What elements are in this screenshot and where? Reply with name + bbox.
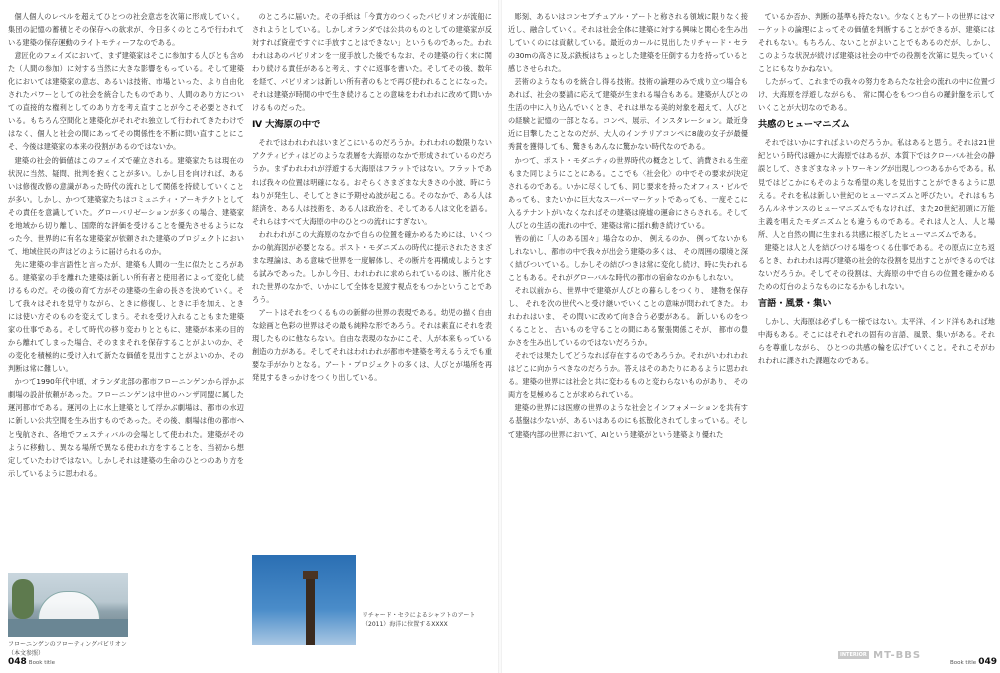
section-heading: 言語・風景・集い: [758, 297, 832, 309]
watermark-text: MT-BBS: [873, 650, 922, 661]
page-number-value: 048: [8, 657, 27, 667]
page-gutter: [498, 0, 502, 673]
right-page-column-2: [758, 10, 995, 662]
paragraph: 意匠化のフェイズにおいて、まず建築家はそこに参加する人びとも含めた（人間の参加）に対する当然に大きな影響をもっている。そして建築化においては建築家の意志、あるいは技術、市場といった、より自由化されたパワーとしての社会を統合したものであり、人間のあり方についての直接的な権利としてのあり方を考え直すことが今こそ必要とされている。もちろん空間化と建築化がそれぞれ独立して行われてきたわけではなく、個人と社会の間にあってその関係性を不断に問い直すことにこそ、今後は建築家の本来の役割があるのではないか。: [8, 51, 244, 152]
paragraph: 皆の前に「人のある国々」場合なのか、 例えるのか、 例ってないかもしれないし、都市の中で我々が出会う建築の多くは、 その周囲の環境と深く結びついている。しかしその結びつきは常に変化し続け、時に失われることもある。それがグローバルな時代の都市の宿命なのかもしれない。: [508, 233, 748, 282]
paragraph: ているか否か、判断の基準も持たない。少なくともアートの世界にはマーケットの論理によってその価値を判断することができるが、建築には それもない。もちろん、ないことがよいことでもあるのだが、しかし、このような状況が続けば建築は社会の中での役割を次第に見失っていくことにもなりかねない。: [758, 12, 995, 74]
paragraph: したがって、これまでの我々の努力をあらたな社会の流れの中に位置づけ、大海原を浮遊しながらも、 常に関心をもつつ自らの羅針盤を示していくことが大切なのである。: [758, 77, 995, 113]
paragraph: しかし、大海原は必ずしも一様ではない。太平洋、インド洋もあれば地中海もある。そこにはそれぞれの固有の言語、風景、集いがある。それらを尊重しながら、 ひとつの共感の輪を広げていくこと。それこそがわれわれに課された課題なのである。: [758, 316, 995, 366]
paragraph: 個人個人のレベルを超えてひとつの社会意志を次第に形成していく。集団の記憶の蓄積とその保存への欲求が、今日多くのところで行われている建築の保存運動のライトモティーフなのである。: [8, 12, 244, 48]
paragraph: 先に建築の非言語性と言ったが、建築も人間の一生に似たところがある。建築家の手を離れた建築は新しい所有者と使用者によって変化し続けるものだ。その後の育て方がその建築の生命の長さを決めていく。そして我々はそれを見守りながら、ときに修復し、ときに手を加え、ときには使い方そのものを変えてしまう。それを受け入れることもまた建築家の仕事である。そして時代の移り変わりとともに、建築が本来の目的から離れてしまった場合、そのままそれを保存することがよいのか、その変化を積極的に受け入れて新たな価値を見出すことがよいのか、その判断は常に難しい。: [8, 259, 244, 374]
paragraph: 建築とは人と人を結びつける場をつくる仕事である。その原点に立ち返るとき、われわれは再び建築の社会的な役割を見出すことができるのではないだろうか。そしてその役割は、大海原の中で自らの位置を確かめるための灯台のようなものになるかもしれない。: [758, 242, 995, 291]
watermark-badge: INTERIOR: [840, 652, 867, 658]
figure-caption: リチャード・セラによるシャフトのアート（2011）海洋に位置するXXXX: [362, 612, 476, 628]
sculpture-photo: [252, 555, 356, 645]
paragraph: かつて、ポスト・モダニティの世界時代の概念として、消費される生産もまた同じようにことにある。ここでも〈社会化〉の中でその要求が決定されるのである。いかに尽くしても、同じ要求を持ったオフィス・ビルであっても、またいかに巨大なスーパーマーケットであっても、一度そこに入るテナントがいなくなればその建築は廃墟の運命にさらされる。そして人びとの生活の流れの中で、建築は常に揺れ動き続けている。: [508, 155, 748, 230]
floating-pavilion-photo: [8, 573, 128, 637]
paragraph: 建築の社会的価値はこのフェイズで確立される。建築家たちは現在の状況に当然、疑問、批判を抱くことが多い。しかし目を向ければ、あるいは修復改修の意識があった時代の流れとして関係を持続していくことが多い。しかし、かつて建築家たちはコミュニティ・アーキテクトとしてその責任を意識していた。グローバリゼーションが多くの場合、建築家を地域から切り離し、国際的な評価を受けることを優先させるようになった今、世界的に有名な建築家が依頼された建築のプロジェクトにおいて、地域住民の声はどのように届けられるのか。: [8, 155, 244, 256]
tree-shape: [12, 579, 34, 619]
paragraph: 芸術のようなものを統合し得る技術。技術の論理のみで成り立つ場合もあれば、社会の要請に応えて建築が生まれる場合もある。建築が人びとの生活の中に入り込んでいくとき、それは単なる美的対象を超えて、人びとの経験と記憶の一部となる。コンペ、展示、インスタレーション。最近身近に目撃したことなのだが、大人のインテリアコンペに8歳の女子が最優秀賞を獲得しても、驚きもあんなに驚かない時代なのである。: [508, 77, 748, 152]
paragraph: それではいかにすればよいのだろうか。私はあると思う。それは21世紀という時代は確かに大海原ではあるが、本質下ではクローバル社会の静誤として、さまざまなネットワーキングが出現しつつあるからである。私見ではどこかにもそのような希望の兆しを見出すことができるように思える。それを私は新しい世紀のヒューマニズムと呼びたい。それはもちろんルネサンスのヒューマニズムでもなければ、また20世紀初頭に万能主義を唱えたモダニズムとも違うものである。それは人と人、人と場所、人と自然の間に生まれる共感に根ざしたヒューマニズムである。: [758, 138, 995, 239]
water-shape: [8, 619, 128, 637]
page-number-left: [8, 657, 55, 667]
paragraph: それ以前から、世界中で建築が人びとの暮らしをつくり、 建物を保存し、 それを次の世代へと受け継いでいくことの意味が問われてきた。 われわれはいま、 その問いに改めて向き合う必要がある。 新しいものをつくることと、 古いものを守ることの間にある緊張関係こそが、 都市の豊かさを生み出しているのではないだろうか。: [508, 285, 748, 348]
paragraph: 彫刻、あるいはコンセプチュアル・アートと称される領域に限りなく接近し、融合していく。それは社会全体に建築に対する興味と関心を生み出していくのには貢献している。最近のカールに見出したリチャード・セラの30mの高さに及ぶ鉄板はちょっとした建築を圧倒する力を持っていると感じさせられた。: [508, 12, 748, 74]
paragraph: それでは果たしてどうなれば存在するのであろうか。それがいわれわれはどこに向かうべきなのだろうか。答えはそのあたりにあるように思われる。建築の世界には社会と共に変わるものと変わらないものがあり、 その両方を見極めることが求められている。: [508, 351, 748, 400]
right-page-column-1: [508, 10, 748, 662]
paragraph: われわれがこの大海原のなかで自らの位置を確かめるためには、いくつかの航海図が必要となる。ポスト・モダニズムの時代に提示されたさまざまな理論は、ある意味で世界を一度解体し、その断片を再構成しようとする試みであった。しかし今日、われわれに求められているのは、断片化された世界のなかで、いかにして全体を見渡す視点をもつかということであろう。: [252, 229, 492, 304]
paragraph: かつて1990年代中頃、オランダ北部の都市フローニンゲンから浮かぶ劇場の設計依頼があった。フローニンゲンは中世のハンザ同盟に属した運河都市である。運河の上に水上建築として浮かぶ劇場は、都市の水辺に新しい公共空間を生み出すものであった。その後、劇場は他の都市へと曳航され、各地でフェスティバルの会場として使われた。建築がそのように移動し、異なる場所で異なる使われ方をすることを、当初から想定していたわけではない。しかしそれは建築の生命のひとつのあり方を示しているように思われる。: [8, 377, 244, 478]
figure-caption: フローニンゲンのフローティングパビリオン（本文参照）: [8, 641, 127, 657]
steel-tower-shape: [306, 577, 315, 645]
page-number-value: 049: [978, 657, 997, 667]
page-running-label: Book title: [28, 660, 55, 666]
paragraph: それではわれわれはいまどこにいるのだろうか。われわれの数限りないアクティビティはどのような表層を大海原のなかで形成されているのだろうか。まずわれわれが浮遊する大海原はフラットではない。フラットであれば我々の位置は明確になる。おそらくさまざまな大きさの小波、時にうねりが発生し、そしてときに予期せぬ波が起こる。そのなかで、ある人は経済を、ある人は技術を、ある人は政治を、そしてある人は文化を語る。それらはすべて大海原の中のひとつの流れにすぎない。: [252, 138, 492, 226]
section-heading: Ⅳ 大海原の中で: [252, 119, 321, 131]
page-running-label: Book title: [950, 660, 977, 666]
paragraph: のところに届いた。その手紙は「今責方のつくったパビリオンが流船にされようとしている。しかしオランダでは公共のものとしての建築家が反対すれば資産ですぐに手放すことはできない」というものであった。われわれはあのパビリオンを一度手放した後でもなお、その建築の行く末に関わり続ける責任があると考え、すぐに返事を書いた。そしてその後、数年を経て、パビリオンは新しい所有者のもとで再び使われることになった。それは建築が時間の中で生き続けることの意味をわれわれに改めて問いかけるものだった。: [252, 12, 492, 113]
page-number-right: [950, 657, 997, 667]
left-page-column-1: [8, 10, 244, 600]
paragraph: アートはそれをつくるものの新鮮の世界の表現である。幼児の描く自由な絵画と色彩の世界はその最も純粋な形であろう。それは素直にそれを表現したものに他ならない。自由な表現のなかにこそ、人が本来もっている創造の力がある。そしてそれはわれわれが都市や建築を考えるうえでも重要な手がかりとなる。アート・プロジェクトの多くは、人びとが場所を再発見するきっかけをつくり出している。: [252, 307, 492, 383]
section-heading: 共感のヒューマニズム: [758, 119, 850, 131]
watermark: [838, 650, 921, 661]
paragraph: 建築の世界には医療の世界のような社会とインフォメーションを共有する基盤は少ないが、あるいはあるのにも拡散化されてしまっている。そして建築内部の世界において、AIという建築がという建築より優れた: [508, 403, 748, 439]
